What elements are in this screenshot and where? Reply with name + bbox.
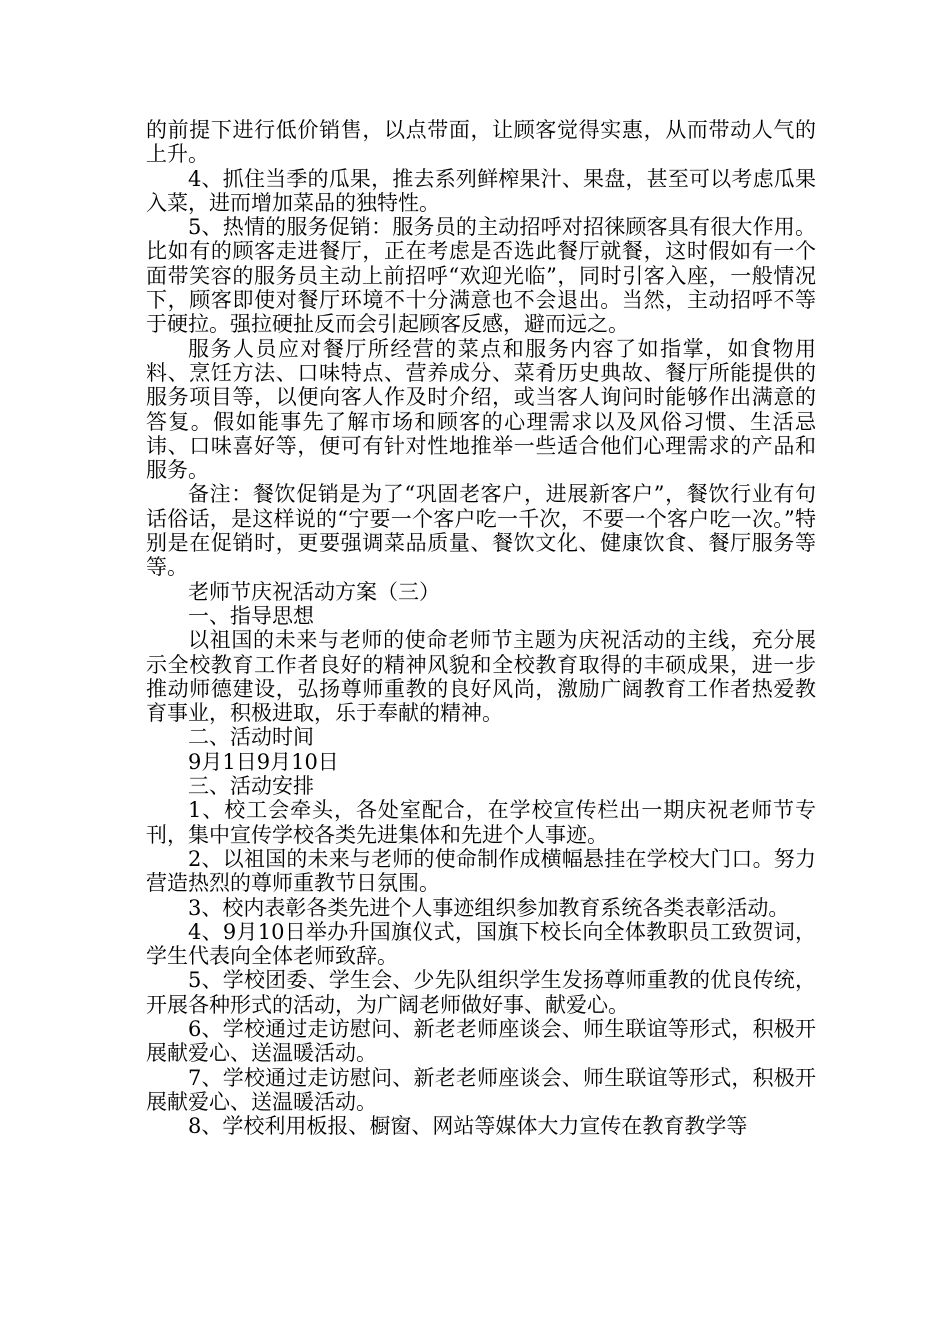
paragraph-item-4: 4、抓住当季的瓜果，推去系列鲜榨果汁、果盘，甚至可以考虑瓜果入菜，进而增加菜品的独特性。 bbox=[146, 166, 816, 215]
list-item: 3、校内表彰各类先进个人事迹组织参加教育系统各类表彰活动。 bbox=[188, 895, 790, 920]
paragraph-guiding-thought: 以祖国的未来与老师的使命老师节主题为庆祝活动的主线，充分展示全校教育工作者良好的精神风貌和全校教育取得的丰硕成果，进一步推动师德建设，弘扬尊师重教的良好风尚，激励广阔教育工作者热爱教育事业，积极进取，乐于奉献的精神。 bbox=[146, 628, 816, 726]
list-item: 5、学校团委、学生会、少先队组织学生发扬尊师重教的优良传统，开展各种形式的活动，为广阔老师做好事、献爱心。 bbox=[146, 968, 816, 1017]
list-item: 1、校工会牵头，各处室配合，在学校宣传栏出一期庆祝老师节专刊，集中宣传学校各类先进集体和先进个人事迹。 bbox=[146, 798, 816, 847]
heading-guiding-thought: 一、指导思想 bbox=[188, 603, 314, 628]
paragraph-service-staff: 服务人员应对餐厅所经营的菜点和服务内容了如指掌，如食物用料、烹饪方法、口味特点、营养成分、菜肴历史典故、餐厅所能提供的服务项目等，以便向客人作及时介绍，或当客人询问时能够作出满意的答复。假如能事先了解市场和顾客的心理需求以及风俗习惯、生活忌讳、口味喜好等，便可有针对性地推举一些适合他们心理需求的产品和服务。 bbox=[146, 336, 816, 483]
list-item: 8、学校利用板报、橱窗、网站等媒体大力宣传在教育教学等 bbox=[188, 1114, 748, 1139]
paragraph-activity-time: 9月1日9月10日 bbox=[188, 749, 339, 774]
list-item: 4、9月10日举办升国旗仪式，国旗下校长向全体教职员工致贺词，学生代表向全体老师致辞。 bbox=[146, 919, 816, 969]
list-item: 7、学校通过走访慰问、新老老师座谈会、师生联谊等形式，积极开展献爱心、送温暖活动。 bbox=[146, 1065, 816, 1114]
list-item: 2、以祖国的未来与老师的使命制作成横幅悬挂在学校大门口。努力营造热烈的尊师重教节日氛围。 bbox=[146, 846, 816, 896]
heading-activity-arrangement: 三、活动安排 bbox=[188, 774, 314, 799]
paragraph-item-5: 5、热情的服务促销：服务员的主动招呼对招徕顾客具有很大作用。比如有的顾客走进餐厅，正在考虑是否选此餐厅就餐，这时假如有一个面带笑容的服务员主动上前招呼“欢迎光临”，同时引客入座，一般情况下，顾客即使对餐厅环境不十分满意也不会退出。当然，主动招呼不等于硬拉。强拉硬扯反而会引起顾客反感，避而远之。 bbox=[146, 215, 816, 337]
list-item: 6、学校通过走访慰问、新老老师座谈会、师生联谊等形式，积极开展献爱心、送温暖活动。 bbox=[146, 1016, 816, 1066]
section-title: 老师节庆祝活动方案（三） bbox=[188, 579, 440, 604]
heading-activity-time: 二、活动时间 bbox=[188, 725, 314, 750]
paragraph-continuation: 的前提下进行低价销售，以点带面，让顾客觉得实惠，从而带动人气的上升。 bbox=[146, 118, 816, 167]
document-page bbox=[146, 118, 816, 1138]
paragraph-note: 备注：餐饮促销是为了“巩固老客户，进展新客户”，餐饮行业有句话俗话，是这样说的“宁要一个客户吃一千次，不要一个客户吃一次。”特别是在促销时，更要强调菜品质量、餐饮文化、健康饮食、餐厅服务等等。 bbox=[146, 482, 816, 580]
